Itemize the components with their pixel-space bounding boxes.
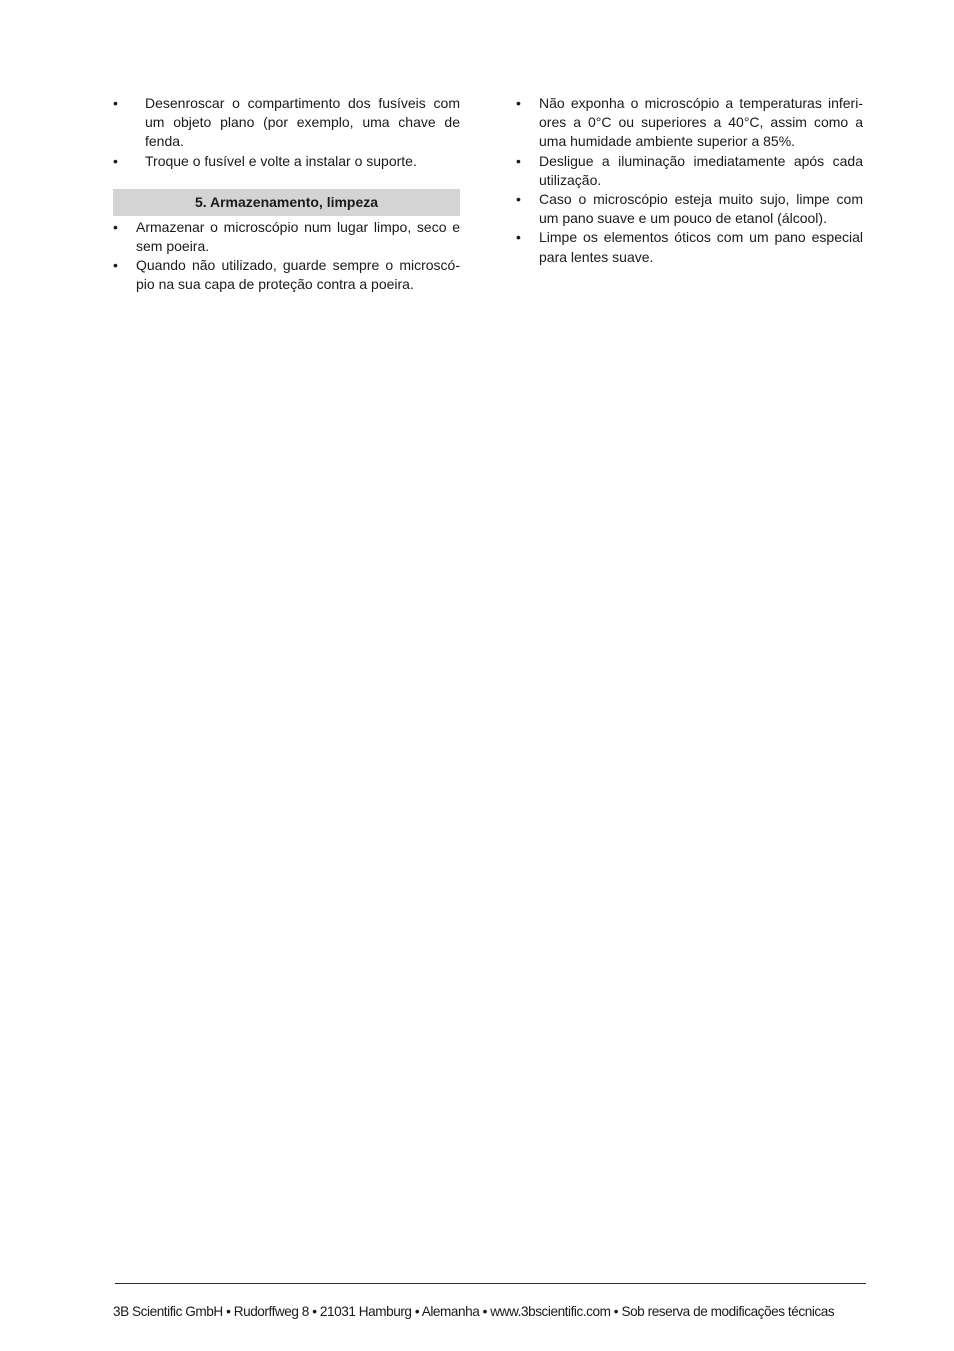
section-heading: 5. Armazenamento, limpeza bbox=[113, 189, 460, 216]
bullet-icon: • bbox=[113, 152, 118, 169]
list-item-text: Desligue a iluminação imediatamente após cada utilização. bbox=[539, 152, 863, 188]
bullet-icon: • bbox=[516, 229, 521, 246]
bullet-icon: • bbox=[516, 191, 521, 208]
bullet-icon: • bbox=[113, 257, 118, 274]
bullet-icon: • bbox=[113, 218, 118, 235]
list-item bbox=[113, 218, 460, 256]
list-item-text: Desenroscar o compartimento dos fusíveis com um objeto plano (por exemplo, uma chave de fenda. bbox=[145, 95, 460, 150]
bullet-icon: • bbox=[516, 95, 521, 111]
list-item-text: Quando não utilizado, guarde sempre o microscó-pio na sua capa de proteção contra a poeira. bbox=[136, 257, 460, 293]
list-item-text: Troque o fusível e volte a instalar o suporte. bbox=[145, 152, 417, 169]
right-column bbox=[516, 94, 863, 267]
list-item bbox=[113, 94, 460, 152]
list-item-text: Limpe os elementos óticos com um pano especial para lentes suave. bbox=[539, 229, 863, 265]
list-item bbox=[516, 152, 863, 190]
left-column bbox=[113, 94, 460, 295]
list-item-text: Caso o microscópio esteja muito sujo, limpe com um pano suave e um pouco de etanol (álcool). bbox=[539, 191, 863, 227]
storage-list bbox=[113, 218, 460, 295]
fuse-steps-list bbox=[113, 94, 460, 171]
bullet-icon: • bbox=[516, 152, 521, 169]
list-item-text: Não exponha o microscópio a temperaturas inferi-ores a 0°C ou superiores a 40°C, assim como a uma humidade ambiente superior a 85%. bbox=[539, 95, 863, 150]
bullet-icon: • bbox=[113, 95, 118, 111]
care-list bbox=[516, 94, 863, 267]
list-item bbox=[113, 152, 460, 171]
list-item bbox=[516, 94, 863, 152]
list-item bbox=[516, 190, 863, 228]
footer-address: 3B Scientific GmbH • Rudorffweg 8 • 21031 Hamburg • Alemanha • www.3bscientific.com • Sob reserva de modificações técnicas bbox=[113, 1304, 835, 1319]
list-item bbox=[516, 228, 863, 266]
list-item-text: Armazenar o microscópio num lugar limpo, seco e sem poeira. bbox=[136, 218, 460, 255]
list-item bbox=[113, 256, 460, 294]
footer-divider bbox=[115, 1283, 866, 1284]
